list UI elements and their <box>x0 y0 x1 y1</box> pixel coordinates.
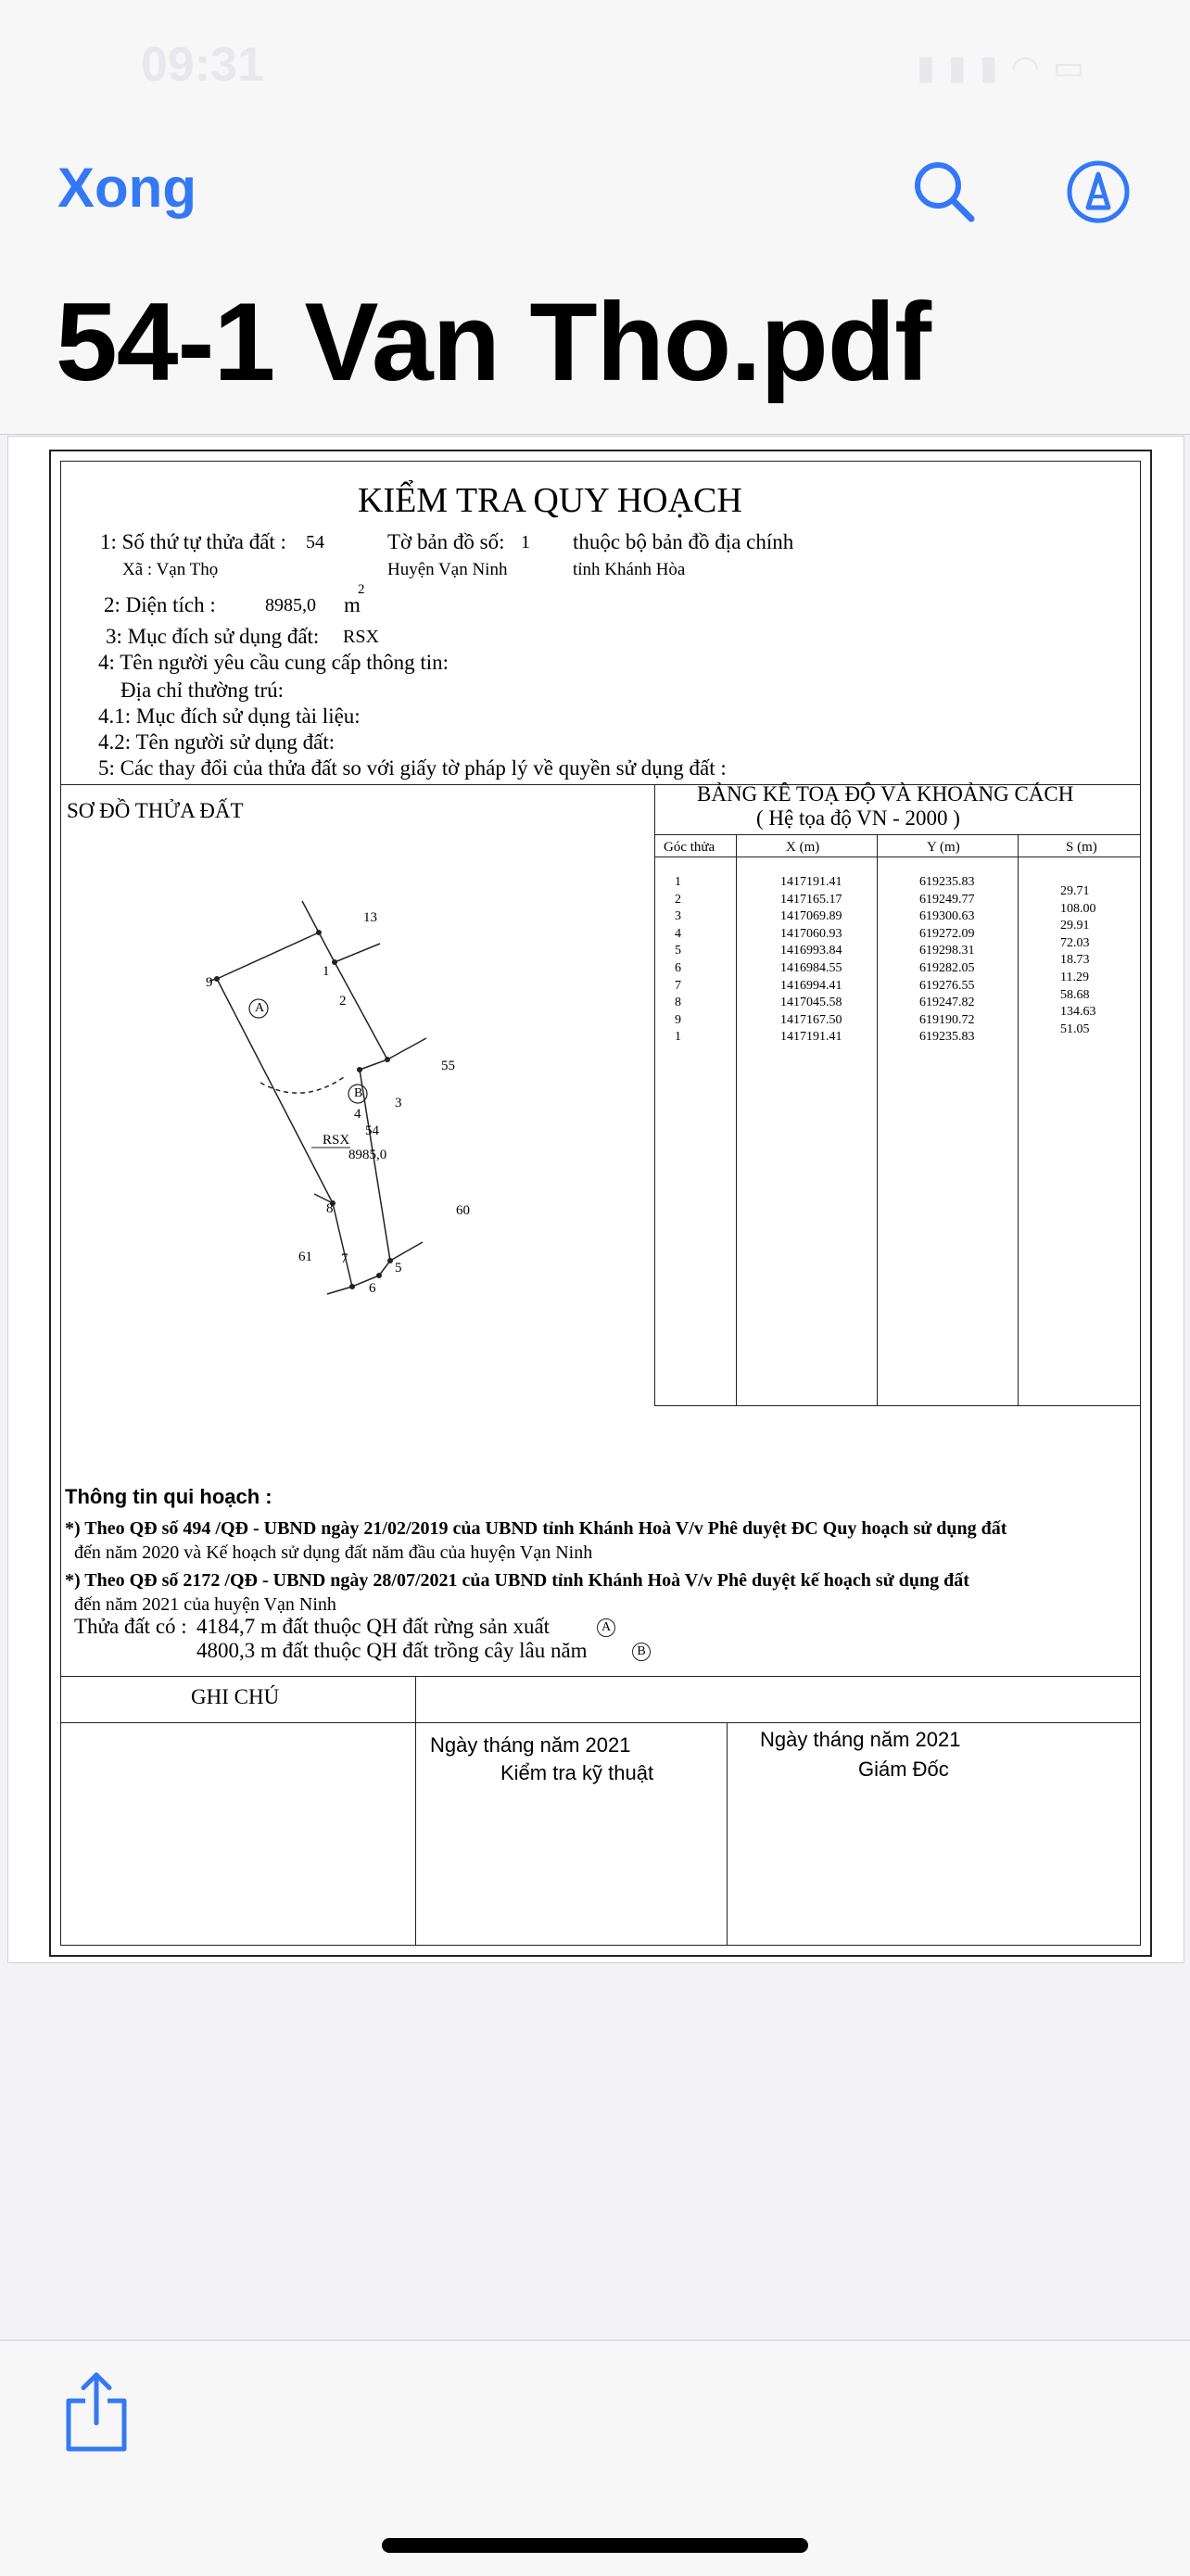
segment-distance: 51.05 <box>1060 1022 1090 1036</box>
planning-decision-1a: *) Theo QĐ số 494 /QĐ - UBND ngày 21/02/2019 của UBND tỉnh Khánh Hoà V/v Phê duyệt ĐC Quy hoạch sử dụng đất <box>65 1518 1007 1539</box>
parcel-edge-9-8 <box>217 979 333 1203</box>
parcel-edge-3-4 <box>360 1060 387 1070</box>
director-date: Ngày tháng năm 2021 <box>760 1728 961 1751</box>
parcel-edge-1-9 <box>217 933 319 979</box>
notes-label: GHI CHÚ <box>191 1685 280 1708</box>
corner-number: 6 <box>675 961 681 975</box>
land-zone-b-marker: B <box>632 1643 651 1661</box>
y-coordinate: 619247.82 <box>919 996 975 1010</box>
district-text: Huyện Vạn Ninh <box>387 560 508 579</box>
table-subtitle: ( Hệ tọa độ VN - 2000 ) <box>756 806 960 830</box>
share-icon[interactable] <box>61 2369 132 2455</box>
signal-icon: ▮▮▮ <box>917 48 1011 86</box>
zone-b-label: B <box>354 1086 363 1100</box>
battery-icon: ▭ <box>1052 48 1097 86</box>
table-header-x: X (m) <box>786 840 820 855</box>
technical-check-date: Ngày tháng năm 2021 <box>430 1733 631 1757</box>
map-sheet-number: 1 <box>521 532 530 552</box>
neighbor-parcel-13: 13 <box>363 910 377 925</box>
land-use-purpose-value: RSX <box>343 627 379 647</box>
table-header-corner: Góc thửa <box>664 840 715 855</box>
y-coordinate: 619272.09 <box>919 926 975 941</box>
x-coordinate: 1416994.41 <box>780 978 842 993</box>
corner-number: 8 <box>675 996 681 1010</box>
done-button[interactable]: Xong <box>57 157 196 219</box>
corner-label-9: 9 <box>206 975 213 990</box>
parcel-number-label: 1: Số thứ tự thửa đất : <box>100 530 286 553</box>
commune-text: Xã : Vạn Thọ <box>122 560 219 579</box>
document-heading: KIỂM TRA QUY HOẠCH <box>358 481 742 520</box>
parcel-code-label: RSX <box>323 1133 350 1148</box>
x-coordinate: 1417045.58 <box>780 996 842 1010</box>
segment-distance: 29.71 <box>1060 884 1090 898</box>
land-zone-a-prefix: Thửa đất có : <box>74 1615 187 1638</box>
corner-label-3: 3 <box>395 1096 402 1110</box>
navigation-bar <box>0 0 1190 435</box>
y-coordinate: 619235.83 <box>919 875 975 889</box>
document-frame <box>49 450 1152 1957</box>
document-inner-frame <box>60 461 1141 1946</box>
corner-label-4: 4 <box>354 1107 361 1122</box>
segment-distance: 108.00 <box>1060 901 1096 916</box>
requester-name-label: 4: Tên người yêu cầu cung cấp thông tin: <box>98 651 449 674</box>
corner-number: 3 <box>675 909 681 924</box>
planning-decision-1b: đến năm 2020 và Kế hoạch sử dụng đất năm đầu của huyện Vạn Ninh <box>74 1542 593 1563</box>
planning-decision-2b: đến năm 2021 của huyện Vạn Ninh <box>74 1594 336 1615</box>
y-coordinate: 619282.05 <box>919 961 975 975</box>
x-coordinate: 1417191.41 <box>780 875 842 889</box>
neighbor-parcel-60: 60 <box>456 1203 470 1218</box>
x-coordinate: 1417060.93 <box>780 926 842 941</box>
corner-label-6: 6 <box>369 1281 376 1296</box>
document-purpose-label: 4.1: Mục đích sử dụng tài liệu: <box>98 704 361 728</box>
corner-number: 9 <box>675 1012 681 1027</box>
land-zone-a-text: 4184,7 m đất thuộc QH đất rừng sản xuất <box>196 1615 551 1638</box>
corner-label-1: 1 <box>323 964 330 979</box>
table-title: BẢNG KÊ TOẠ ĐỘ VÀ KHOẢNG CÁCH <box>697 782 1074 806</box>
corner-number: 5 <box>675 944 681 958</box>
parcel-edge-2-3 <box>335 962 387 1060</box>
land-user-label: 4.2: Tên người sử dụng đất: <box>98 730 335 754</box>
address-label: Địa chỉ thường trú: <box>120 679 285 702</box>
wifi-icon: ◠ <box>1010 48 1053 86</box>
y-coordinate: 619190.72 <box>919 1012 975 1027</box>
map-set-text: thuộc bộ bản đồ địa chính <box>573 530 794 553</box>
pdf-page[interactable] <box>7 436 1184 1963</box>
planning-decision-2a: *) Theo QĐ số 2172 /QĐ - UBND ngày 28/07/2021 của UBND tỉnh Khánh Hoà V/v Phê duyệt kế hoạch sử dụng đất <box>65 1570 969 1591</box>
area-label: 2: Diện tích : <box>104 593 216 616</box>
area-unit: m <box>344 593 361 616</box>
search-icon[interactable] <box>910 158 977 224</box>
director-role: Giám Đốc <box>858 1758 949 1781</box>
x-coordinate: 1417165.17 <box>780 892 842 907</box>
corner-number: 4 <box>675 926 681 941</box>
status-icons <box>917 48 1097 87</box>
zone-a-label: A <box>255 1001 265 1015</box>
y-coordinate: 619249.77 <box>919 892 975 907</box>
corner-label-2: 2 <box>339 994 347 1009</box>
y-coordinate: 619298.31 <box>919 944 975 958</box>
changes-label: 5: Các thay đổi của thửa đất so với giấy tờ pháp lý về quyền sử dụng đất : <box>98 756 727 780</box>
neighbor-parcel-55: 55 <box>441 1059 455 1073</box>
segment-distance: 134.63 <box>1060 1005 1096 1020</box>
corner-number: 1 <box>675 875 681 889</box>
parcel-area-label: 8985,0 <box>348 1148 387 1162</box>
segment-distance: 72.03 <box>1060 935 1090 950</box>
planning-title: Thông tin qui hoạch : <box>65 1485 272 1508</box>
segment-distance: 29.91 <box>1060 919 1090 933</box>
land-use-purpose-label: 3: Mục đích sử dụng đất: <box>106 625 320 648</box>
corner-number: 2 <box>675 892 681 907</box>
y-coordinate: 619235.83 <box>919 1030 975 1045</box>
segment-distance: 58.68 <box>1060 987 1090 1002</box>
corner-label-7: 7 <box>341 1251 348 1266</box>
x-coordinate: 1416993.84 <box>780 944 842 958</box>
status-time: 09:31 <box>141 38 264 92</box>
parcel-sketch <box>182 897 552 1342</box>
x-coordinate: 1416984.55 <box>780 961 842 975</box>
land-zone-b-text: 4800,3 m đất thuộc QH đất trồng cây lâu năm <box>196 1639 588 1662</box>
segment-distance: 11.29 <box>1060 971 1089 984</box>
area-unit-superscript: 2 <box>358 582 365 597</box>
y-coordinate: 619300.63 <box>919 909 975 924</box>
x-coordinate: 1417167.50 <box>780 1012 842 1027</box>
parcel-number: 54 <box>306 532 324 552</box>
home-indicator <box>382 2538 808 2553</box>
corner-label-8: 8 <box>326 1201 334 1216</box>
technical-check-role: Kiểm tra kỹ thuật <box>500 1761 654 1784</box>
corner-label-5: 5 <box>395 1261 402 1275</box>
y-coordinate: 619276.55 <box>919 978 975 993</box>
corner-number: 1 <box>675 1030 681 1045</box>
parcel-edge-4-5 <box>360 1070 390 1261</box>
markup-icon[interactable] <box>1066 159 1131 224</box>
segment-distance: 18.73 <box>1060 953 1090 968</box>
x-coordinate: 1417191.41 <box>780 1030 842 1045</box>
sketch-title: SƠ ĐỒ THỬA ĐẤT <box>67 799 244 822</box>
parcel-number-label-sketch: 54 <box>365 1123 379 1138</box>
land-zone-a-marker: A <box>597 1618 615 1637</box>
province-text: tỉnh Khánh Hòa <box>573 560 686 579</box>
x-coordinate: 1417069.89 <box>780 909 842 924</box>
area-value: 8985,0 <box>265 595 316 615</box>
corner-number: 7 <box>675 978 681 993</box>
document-title: 54-1 Van Tho.pdf <box>56 280 931 404</box>
neighbor-parcel-61: 61 <box>298 1250 312 1264</box>
table-header-y: Y (m) <box>927 840 960 855</box>
table-header-distance: S (m) <box>1066 840 1097 855</box>
map-sheet-label: Tờ bản đồ số: <box>387 530 505 553</box>
parcel-edge-8-7 <box>333 1203 352 1287</box>
